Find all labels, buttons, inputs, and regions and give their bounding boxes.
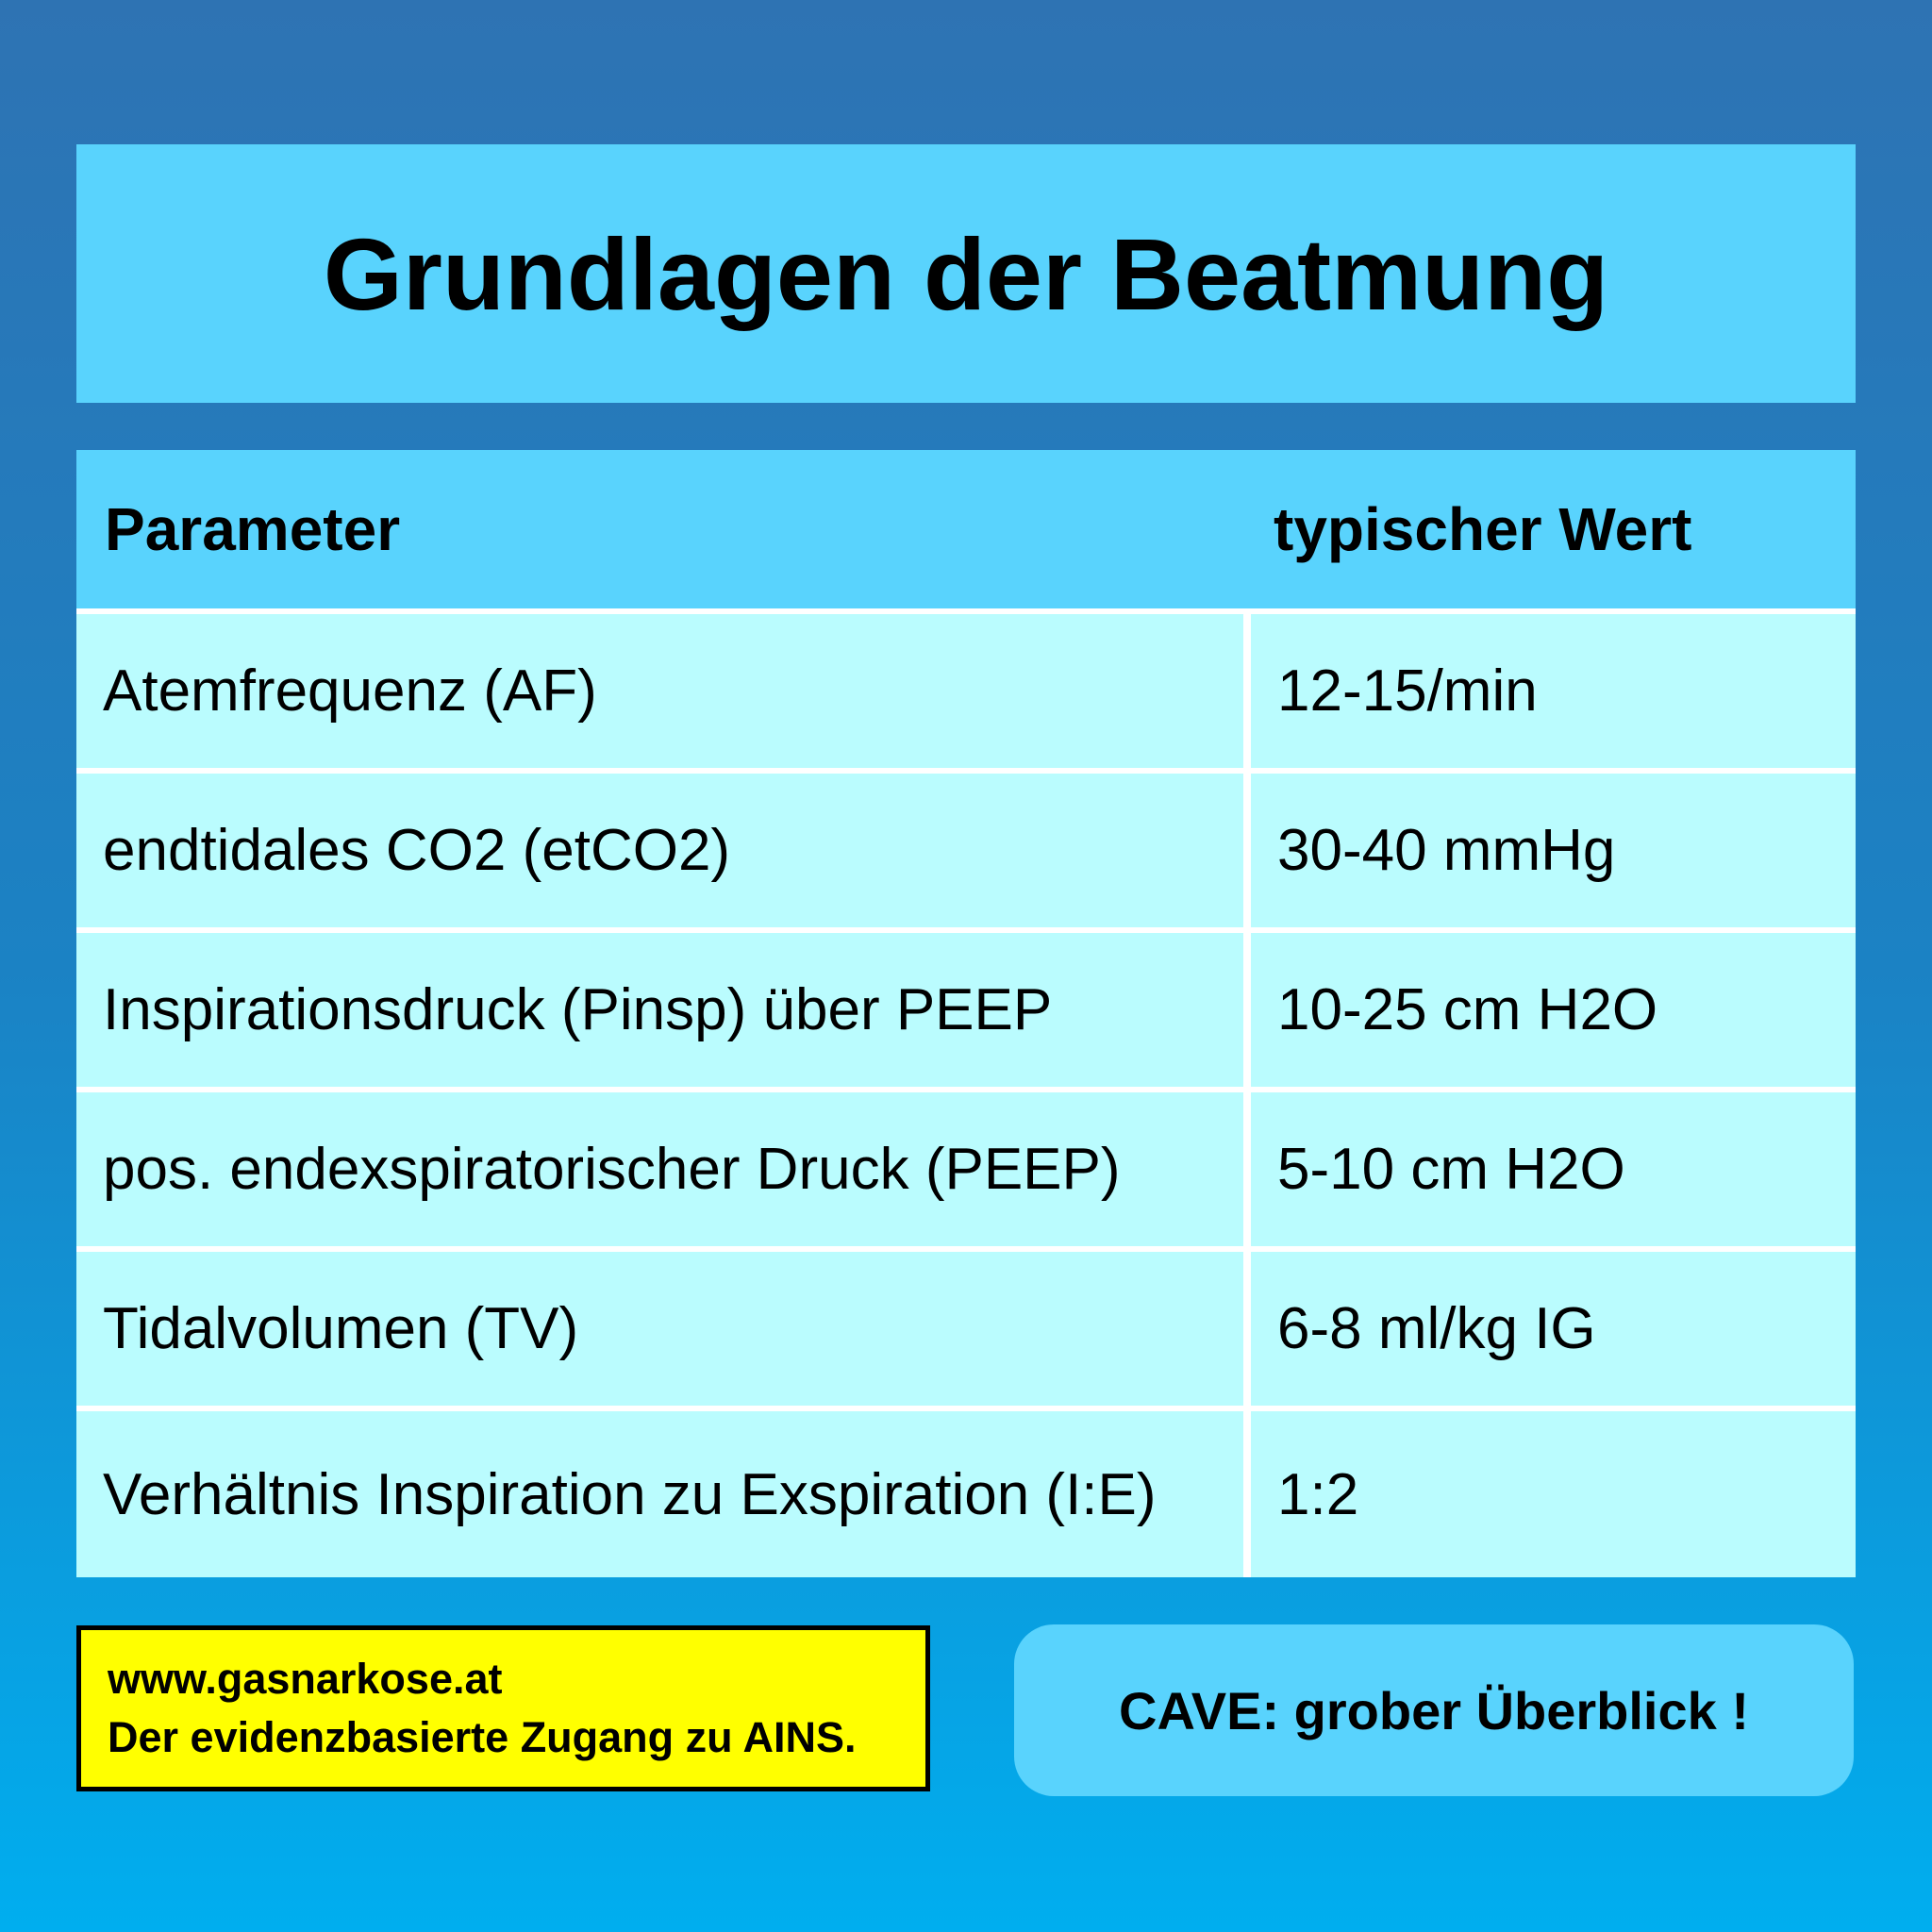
parameter-cell: Verhältnis Inspiration zu Exspiration (I:E) — [76, 1411, 1243, 1577]
table-row — [76, 774, 1856, 927]
website-credit-box — [76, 1625, 930, 1791]
value-cell: 1:2 — [1251, 1411, 1856, 1577]
column-header-value: typischer Wert — [1274, 495, 1692, 563]
table-row — [76, 933, 1856, 1087]
table-header-row — [76, 450, 1856, 608]
parameter-cell: endtidales CO2 (etCO2) — [76, 774, 1243, 927]
parameter-table — [76, 450, 1856, 1577]
table-row — [76, 1092, 1856, 1246]
caution-label: CAVE: grober Überblick ! — [1119, 1680, 1749, 1740]
website-url-text: www.gasnarkose.at — [108, 1655, 503, 1703]
value-cell: 5-10 cm H2O — [1251, 1092, 1856, 1246]
parameter-cell: pos. endexspiratorischer Druck (PEEP) — [76, 1092, 1243, 1246]
table-body — [76, 608, 1856, 1577]
column-header-parameter: Parameter — [105, 495, 401, 563]
value-cell: 10-25 cm H2O — [1251, 933, 1856, 1087]
parameter-cell: Tidalvolumen (TV) — [76, 1252, 1243, 1406]
parameter-cell: Atemfrequenz (AF) — [76, 614, 1243, 768]
value-cell: 6-8 ml/kg IG — [1251, 1252, 1856, 1406]
page-title: Grundlagen der Beatmung — [323, 216, 1609, 331]
caution-badge — [1014, 1624, 1854, 1796]
value-cell: 12-15/min — [1251, 614, 1856, 768]
website-tagline: Der evidenzbasierte Zugang zu AINS. — [108, 1713, 857, 1761]
table-row — [76, 1411, 1856, 1577]
parameter-cell: Inspirationsdruck (Pinsp) über PEEP — [76, 933, 1243, 1087]
value-cell: 30-40 mmHg — [1251, 774, 1856, 927]
table-row — [76, 614, 1856, 768]
table-row — [76, 1252, 1856, 1406]
title-banner — [76, 144, 1856, 403]
